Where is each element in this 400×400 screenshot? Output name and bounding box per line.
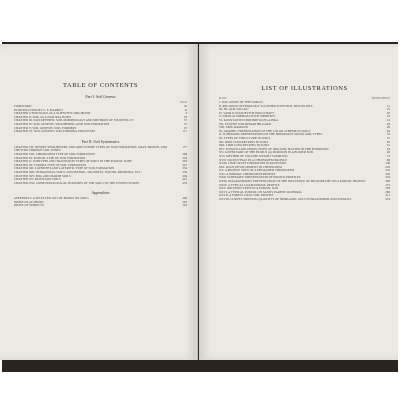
list-of-illustrations — [219, 44, 390, 202]
illustration-entry-title: XXII. SCHEMATIC PRESENTATION OF PODZOL PROFILES — [219, 175, 301, 180]
illustration-entry-page: 26 — [386, 121, 390, 126]
illustration-entry-title: XXVII. A FOREST GRAY SOIL PROFILE — [219, 193, 274, 198]
illustration-entry-title: II. RELATION OF PEDOLOGY TO OTHER SCIENTIFIC DISCIPLINES — [219, 103, 313, 108]
toc-entry-page: 334 — [182, 166, 187, 171]
toc-entry-title: CHAPTER X: SUBTYPES AND TRANSITION TYPES OF SOILS IN THE PODZOL ZONE — [14, 159, 132, 164]
illustration-entry-title: III. FR. ALB. FALLOU — [219, 107, 249, 112]
illustration-entry-page: 23 — [386, 114, 390, 119]
toc-entry-title: CHAPTER I: PEDOLOGY AS A SCIENTIFIC DISCIPLINE — [14, 111, 91, 116]
toc-part2-list — [14, 146, 187, 186]
toc-entry-title: CHAPTER III: SOIL DEFINED. SOIL MORPHOLOGY AND METHODS OF STUDYING IT — [14, 118, 134, 123]
illustration-entry-page: 240 — [385, 171, 390, 176]
toc-entry-page: 469 — [182, 196, 187, 201]
illustration-entry-page: 218 — [385, 164, 390, 169]
illustration-entry-title: XII. IRON CONCRETIONS IN SOILS — [219, 139, 269, 144]
illustration-entry-title: XVII. CROTOVINAS IN A CHERNOZEM PROFILE — [219, 157, 288, 162]
illustration-entry-title: XVI. METHOD OF VOLUME-WEIGHT SAMPLING — [219, 153, 288, 158]
illustration-entry-page: 24 — [386, 117, 390, 122]
illustration-entry-title: XXVI. A TYPICAL PODZOL ON SANDY PARENT MATERIAL — [219, 189, 303, 194]
illustration-entry-page: 12 — [386, 103, 390, 108]
illustration-entry-page: 86 — [386, 157, 390, 162]
illustration-entry-page: 314 — [385, 197, 390, 202]
toc-entry-title: CHAPTER XII: LATERITES AND LATERITIC TYPE OF SOIL FORMATION — [14, 166, 115, 171]
toc-entry-title: CHAPTER II: SOIL AS A NATURAL BODY — [14, 114, 72, 119]
illustration-entry-page: 278 — [385, 186, 390, 191]
toc-entry-page: 404 — [182, 173, 187, 178]
toc-entry-title: FOREWORD — [14, 104, 32, 108]
toc-entry-title: INTRODUCTION BY C. F. MARBUT — [14, 107, 63, 112]
illustration-entry-title: V. NIKOLAI MIKHAILOVICH SIBIRTSEV — [219, 114, 276, 119]
illustration-entry-page: 61 — [386, 143, 390, 148]
toc-entry-page: 3 — [185, 111, 187, 116]
illustration-entry-page: 286 — [385, 189, 390, 194]
illustrations-title: LIST OF ILLUSTRATIONS — [261, 85, 348, 92]
toc-entry-page: 208 — [182, 151, 187, 156]
toc-entry-title: CHAPTER VI: SOIL GENESIS: SOIL FORMING PROCESSES — [14, 129, 96, 134]
toc-title: TABLE OF CONTENTS — [62, 82, 138, 89]
illustration-entry-page: 68 — [386, 150, 390, 155]
illustration-entry-title: XIX. ROOT DEVELOPMENT IN CHERNOZEM — [219, 164, 283, 169]
toc-entry-page: 433 — [182, 180, 187, 185]
toc-entry-title: CHAPTER V: SOIL GENESIS: SOIL FORMERS — [14, 125, 77, 130]
toc-part1-list — [14, 105, 187, 134]
illustration-entry-page: 311 — [385, 193, 390, 198]
right-page — [199, 44, 398, 360]
toc-entry-title: CHAPTER XV: MOUNTAIN SOILS — [14, 177, 61, 182]
toc-appendices-list — [14, 197, 187, 208]
illustration-entry — [219, 198, 390, 202]
illustration-entry-page: 28 — [386, 125, 390, 130]
illustration-entry-page: 235 — [385, 168, 390, 173]
illustration-entry-title: VI. KONSTANTIN DIMITRIEVICH GLINKA — [219, 117, 279, 122]
illustration-entry-page: 272 — [385, 182, 390, 187]
part2-heading: Part II: Soil Systematics — [81, 139, 120, 144]
illustration-entry-title: XX. A PROFILE VIEW OF A DEGRADED CHERNOZEM — [219, 168, 295, 173]
toc-entry-page: 254 — [182, 155, 187, 160]
illustration-entry-page: 20 — [386, 110, 390, 115]
illustration-entry-title: XI. TYPES OF STRUCTURE IN SOILS — [219, 135, 271, 140]
table-of-contents — [14, 44, 187, 208]
appendices-heading: Appendices — [91, 191, 110, 196]
illustration-entry-title: XVIII. LIME CRUST FORMATION IN PALESTINE — [219, 161, 287, 166]
illustration-entry-page: 46 — [386, 128, 390, 133]
toc-entry-page: xi — [184, 107, 187, 112]
plate-label: PLATE — [219, 97, 227, 100]
illustration-entry-title: VIII. EMIL RAMANN — [219, 125, 248, 130]
toc-page-label: PAGE — [180, 101, 187, 104]
illustration-entry-page: 64 — [386, 146, 390, 151]
toc-entry-page: 327 — [182, 162, 187, 167]
illustration-entry-title: XXIII. DIAGRAMMATIC PRESENTATION OF THE INFLUENCE OF MICRORELIEF ON A PODZOL PROFILE — [219, 179, 366, 184]
toc-entry-title: INDEX OF SUBJECTS — [14, 203, 44, 208]
illustration-entry-title: X. SCHEMATIC PRESENTATION OF THE IMPORTANT ZONAL SOIL TYPES — [219, 132, 323, 137]
part1-heading: Part I: Soil Genesis — [85, 95, 116, 99]
toc-entry-title: CHAPTER IV: SOIL GENESIS: WEATHERING AND SOIL FORMATION — [14, 121, 110, 126]
toc-entry-page: vii — [183, 104, 187, 108]
left-page — [0, 44, 198, 360]
illustration-entry-title: XXI. A NORMAL CHERNOZEM PROFILE — [219, 171, 276, 176]
toc-entry — [14, 130, 187, 134]
toc-entry — [14, 204, 187, 208]
illustration-entry-title: IX. GRAPHIC PRESENTATION OF THE COLOR SCHEME IN SOILS — [219, 128, 311, 133]
toc-entry-page: 37 — [183, 118, 187, 123]
toc-entry-page: 18 — [183, 114, 187, 119]
illustration-entry-page: 268 — [385, 179, 390, 184]
toc-entry-page: 425 — [182, 177, 187, 182]
illustration-entry-title: XXIV. A TYPICAL LOAM PODZOL PROFILE — [219, 182, 280, 187]
illustration-entry-page: 57 — [386, 135, 390, 140]
illustration-entry-page: 254 — [385, 175, 390, 180]
toc-entry-page: 51 — [183, 121, 187, 126]
toc-entry-title: INDEX OF AUTHORS — [14, 199, 44, 204]
toc-entry-title: CHAPTER VIII: CHERNOZEM TYPE OF SOIL FORMATION — [14, 151, 95, 156]
toc-entry-title: CHAPTER XIV: BOG AND MARSH SOILS — [14, 173, 71, 178]
toc-entry-page: 303 — [182, 159, 187, 164]
illustration-entry-page: 158 — [385, 161, 390, 166]
toc-entry — [14, 182, 187, 186]
illustration-entry-title: XXVIII. CURVES SHOWING QUANTITY OF INORGANIC GELS IN BRAUNERDE AND PODZOLS — [219, 197, 352, 202]
illustration-entry-title: XIV. TONGUE-LIKE PROJECTIONS OF ORGANIC MATTER IN THE B HORIZON — [219, 146, 329, 151]
illustration-entry-title: VII. EUGENE WOLDEMAR HILGARD — [219, 121, 271, 126]
toc-entry-title: CHAPTER XIII: INTRAZONAL SOILS. SOLONCHAK, SOLONETZ, SOLODI, RENDZINA, ETC. — [14, 169, 142, 174]
toc-entry-page: 117 — [182, 129, 187, 134]
illustration-entry-title: I. SOIL ZONES OF THE WORLD — [219, 100, 263, 104]
toc-entry-title: CHAPTER XVI: SOME PEDOLOGICAL FEATURES OF THE SOILS OF THE UNITED STATES — [14, 180, 140, 185]
illustration-entry-page: 19 — [386, 107, 390, 112]
illustration-entry-title: XXV. ORTSTEIN VEINS IN A PODZOL SOIL — [219, 186, 279, 191]
toc-entry-page: 177 — [182, 144, 187, 149]
illustration-entry-page: 60 — [386, 139, 390, 144]
toc-entry-title: CHAPTER XI: TUNDRA TYPE OF SOIL FORMATION — [14, 162, 86, 167]
toc-entry-title: CHAPTER VII: DESERT, SEMI-DESERT, AND ARID STEPPE TYPES OF SOIL FORMATION: GRAY, BROWN, AND CHESTNUT BROWN SOIL ZONES — [14, 144, 168, 153]
frontispiece-label: FRONTISPIECE — [371, 97, 390, 100]
illustration-entry-title: IV. VASILII VASILIEVICH DOKUCHAEV — [219, 110, 275, 115]
toc-entry-title: CHAPTER IX: PODZOL TYPE OF SOIL FORMATION — [14, 155, 86, 160]
toc-entry-page: 510 — [182, 203, 187, 208]
illustration-entry-page: 73 — [386, 153, 390, 158]
toc-entry-page: 359 — [182, 169, 187, 174]
toc-entry-title: APPENDIX I: A SELECTED LIST OF BOOKS ON SOILS — [14, 196, 89, 201]
illustrations-list — [219, 101, 390, 202]
illustration-entry-title: XV. LOWER PART OF THE HUMUS (A) HORIZON IN A BURIED SOIL — [219, 150, 314, 155]
toc-entry-page: 97 — [183, 125, 187, 130]
illustration-entry-title: XIII. LIME CONCRETIONS IN SOILS — [219, 143, 270, 148]
toc-entry-page: 503 — [182, 199, 187, 204]
illustration-entry-page: 53 — [386, 132, 390, 137]
